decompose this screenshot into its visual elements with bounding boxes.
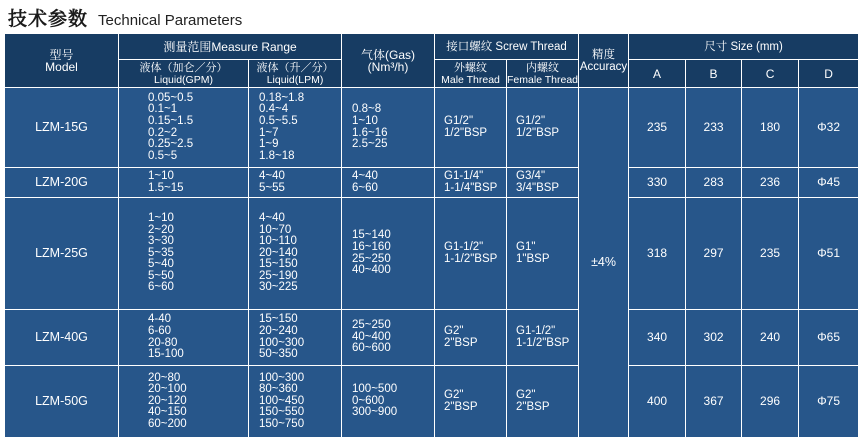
table-row: [5, 310, 859, 366]
gpm-cell-line: 0.05~0.5: [148, 91, 194, 104]
female-thread-cell-line: G1/2": [516, 114, 546, 127]
header-size: 尺寸 Size (mm): [629, 34, 859, 60]
dim-d-cell: Φ32: [799, 88, 859, 168]
dim-a-cell: 400: [629, 366, 686, 438]
gas-cell-line: 0.8~8: [352, 103, 382, 116]
gpm-cell-line: 6~60: [148, 281, 174, 294]
lpm-cell-line: 100~300: [259, 336, 305, 349]
female-thread-cell-line: 1-1/2"BSP: [516, 336, 570, 349]
header-measure-range: 测量范围Measure Range: [119, 34, 342, 60]
table-header: [5, 34, 859, 88]
gas-cell-line: 25~250: [352, 252, 391, 265]
gas-cell-line: 15~140: [352, 229, 391, 242]
female-thread-cell: [507, 88, 579, 168]
lpm-cell-line: 20~240: [259, 324, 298, 337]
dim-c-cell: 240: [742, 310, 799, 366]
male-thread-cell-line: G1/2": [444, 114, 474, 127]
female-thread-cell: [507, 366, 579, 438]
female-thread-cell-line: 2"BSP: [516, 400, 550, 413]
gas-cell: [342, 198, 435, 310]
lpm-cell-line: 4~40: [259, 169, 285, 182]
gpm-cell-line: 0.5~5: [148, 149, 178, 162]
lpm-cell-line: 25~190: [259, 269, 298, 282]
gpm-cell-line: 6-60: [148, 324, 172, 337]
gas-cell: [342, 168, 435, 198]
gas-cell-line: 2.5~25: [352, 138, 388, 151]
male-thread-cell: [435, 198, 507, 310]
gpm-cell: [119, 88, 249, 168]
female-thread-cell: [507, 198, 579, 310]
parameters-table: [4, 33, 859, 438]
gas-cell-line: 40~400: [352, 330, 391, 343]
male-thread-cell-line: G2": [444, 388, 464, 401]
gas-cell: [342, 366, 435, 438]
gpm-cell-line: 2~20: [148, 223, 174, 236]
female-thread-cell-line: G3/4": [516, 169, 546, 182]
header-screw-thread: 接口螺纹 Screw Thread: [435, 34, 579, 60]
gas-cell-line: 40~400: [352, 264, 391, 277]
gpm-cell-line: 20-80: [148, 336, 178, 349]
header-gas: 气体(Gas) (Nm³/h): [342, 34, 435, 88]
male-thread-cell-line: G1-1/4": [444, 169, 484, 182]
lpm-cell-line: 150~750: [259, 417, 305, 430]
dim-d-cell: Φ75: [799, 366, 859, 438]
header-accuracy: 精度 Accuracy: [579, 34, 629, 88]
header-model: 型号 Model: [5, 34, 119, 88]
dim-c-cell: 236: [742, 168, 799, 198]
gas-cell-line: 25~250: [352, 319, 391, 332]
dim-d-cell: Φ51: [799, 198, 859, 310]
lpm-cell-line: 1.8~18: [259, 149, 295, 162]
model-cell: LZM-15G: [5, 88, 119, 168]
header-liquid-lpm: 液体（升／分） Liquid(LPM): [249, 60, 342, 88]
gpm-cell-line: 0.2~2: [148, 126, 178, 139]
female-thread-cell-line: G1": [516, 240, 536, 253]
gas-cell-line: 4~40: [352, 169, 378, 182]
gas-cell-line: 100~500: [352, 383, 398, 396]
gpm-cell-line: 0.25~2.5: [148, 138, 194, 151]
gpm-cell-line: 1.5~15: [148, 181, 184, 194]
dim-b-cell: 302: [686, 310, 742, 366]
accuracy-cell: ±4%: [579, 88, 629, 438]
model-cell: LZM-40G: [5, 310, 119, 366]
gas-cell-line: 60~600: [352, 342, 391, 355]
gpm-cell: [119, 168, 249, 198]
lpm-cell-line: 5~55: [259, 181, 285, 194]
male-thread-cell-line: G1-1/2": [444, 240, 484, 253]
male-thread-cell-line: 2"BSP: [444, 400, 478, 413]
dim-c-cell: 296: [742, 366, 799, 438]
gpm-cell-line: 40~150: [148, 406, 187, 419]
lpm-cell-line: 80~360: [259, 383, 298, 396]
header-dim-d: D: [799, 60, 859, 88]
dim-b-cell: 233: [686, 88, 742, 168]
gas-cell: [342, 310, 435, 366]
model-cell: LZM-25G: [5, 198, 119, 310]
dim-a-cell: 235: [629, 88, 686, 168]
gas-cell-line: 1~10: [352, 114, 378, 127]
female-thread-cell-line: 3/4"BSP: [516, 181, 560, 194]
lpm-cell-line: 100~450: [259, 394, 305, 407]
table-row: [5, 88, 859, 168]
lpm-cell-line: 50~350: [259, 348, 298, 361]
lpm-cell-line: 10~110: [259, 235, 297, 248]
dim-c-cell: 235: [742, 198, 799, 310]
lpm-cell: [249, 168, 342, 198]
gpm-cell-line: 1~10: [148, 169, 174, 182]
title-chinese: 技术参数: [8, 8, 89, 30]
male-thread-cell-line: 1-1/4"BSP: [444, 181, 498, 194]
gpm-cell-line: 60~200: [148, 417, 187, 430]
gpm-cell-line: 20~100: [148, 383, 187, 396]
gpm-cell-line: 0.1~1: [148, 103, 178, 116]
male-thread-cell-line: 1/2"BSP: [444, 126, 488, 139]
gas-cell-line: 6~60: [352, 181, 378, 194]
table-body: [5, 88, 859, 438]
dim-c-cell: 180: [742, 88, 799, 168]
dim-b-cell: 297: [686, 198, 742, 310]
male-thread-cell-line: 1-1/2"BSP: [444, 252, 498, 265]
lpm-cell-line: 15~150: [259, 313, 298, 326]
header-dim-b: B: [686, 60, 742, 88]
dim-d-cell: Φ45: [799, 168, 859, 198]
male-thread-cell: [435, 366, 507, 438]
table-row: [5, 168, 859, 198]
lpm-cell-line: 15~150: [259, 258, 298, 271]
gpm-cell-line: 4-40: [148, 313, 172, 326]
lpm-cell-line: 20~140: [259, 246, 298, 259]
lpm-cell-line: 0.5~5.5: [259, 114, 298, 127]
lpm-cell-line: 4~40: [259, 211, 285, 224]
gpm-cell-line: 1~10: [148, 211, 174, 224]
lpm-cell: [249, 198, 342, 310]
gpm-cell-line: 20~120: [148, 394, 187, 407]
lpm-cell-line: 1~9: [259, 138, 279, 151]
female-thread-cell-line: G2": [516, 388, 536, 401]
header-liquid-gpm: 液体（加仑／分） Liquid(GPM): [119, 60, 249, 88]
female-thread-cell-line: 1/2"BSP: [516, 126, 560, 139]
lpm-cell: [249, 310, 342, 366]
female-thread-cell: [507, 168, 579, 198]
header-dim-a: A: [629, 60, 686, 88]
gas-cell-line: 1.6~16: [352, 126, 388, 139]
gpm-cell-line: 0.15~1.5: [148, 114, 194, 127]
male-thread-cell-line: G2": [444, 324, 464, 337]
lpm-cell-line: 10~70: [259, 223, 292, 236]
model-cell: LZM-50G: [5, 366, 119, 438]
gpm-cell-line: 5~35: [148, 246, 174, 259]
gas-cell-line: 16~160: [352, 240, 391, 253]
dim-b-cell: 367: [686, 366, 742, 438]
gas-cell: [342, 88, 435, 168]
gpm-cell-line: 20~80: [148, 371, 181, 384]
lpm-cell-line: 0.18~1.8: [259, 91, 305, 104]
gpm-cell-line: 15-100: [148, 348, 184, 361]
title-english: Technical Parameters: [98, 12, 243, 29]
gpm-cell: [119, 198, 249, 310]
female-thread-cell-line: 1"BSP: [516, 252, 550, 265]
lpm-cell-line: 0.4~4: [259, 103, 289, 116]
gpm-cell-line: 3~30: [148, 235, 174, 248]
dim-b-cell: 283: [686, 168, 742, 198]
male-thread-cell-line: 2"BSP: [444, 336, 478, 349]
dim-a-cell: 340: [629, 310, 686, 366]
male-thread-cell: [435, 310, 507, 366]
gpm-cell: [119, 366, 249, 438]
dim-a-cell: 330: [629, 168, 686, 198]
dim-a-cell: 318: [629, 198, 686, 310]
header-female-thread: 内螺纹 Female Thread: [507, 61, 579, 86]
female-thread-cell: [507, 310, 579, 366]
lpm-cell: [249, 88, 342, 168]
header-dim-c: C: [742, 60, 799, 88]
lpm-cell-line: 150~550: [259, 406, 305, 419]
table-row: [5, 198, 859, 310]
gas-cell-line: 300~900: [352, 406, 398, 419]
lpm-cell-line: 1~7: [259, 126, 279, 139]
header-male-thread: 外螺纹 Male Thread: [435, 60, 507, 88]
model-cell: LZM-20G: [5, 168, 119, 198]
gas-cell-line: 0~600: [352, 394, 385, 407]
male-thread-cell: [435, 88, 507, 168]
lpm-cell-line: 30~225: [259, 281, 298, 294]
gpm-cell-line: 5~50: [148, 269, 174, 282]
gpm-cell-line: 5~40: [148, 258, 174, 271]
dim-d-cell: Φ65: [799, 310, 859, 366]
male-thread-cell: [435, 168, 507, 198]
lpm-cell: [249, 366, 342, 438]
lpm-cell-line: 100~300: [259, 371, 305, 384]
table-row: [5, 366, 859, 438]
female-thread-cell-line: G1-1/2": [516, 324, 556, 337]
gpm-cell: [119, 310, 249, 366]
section-title: [8, 4, 242, 30]
